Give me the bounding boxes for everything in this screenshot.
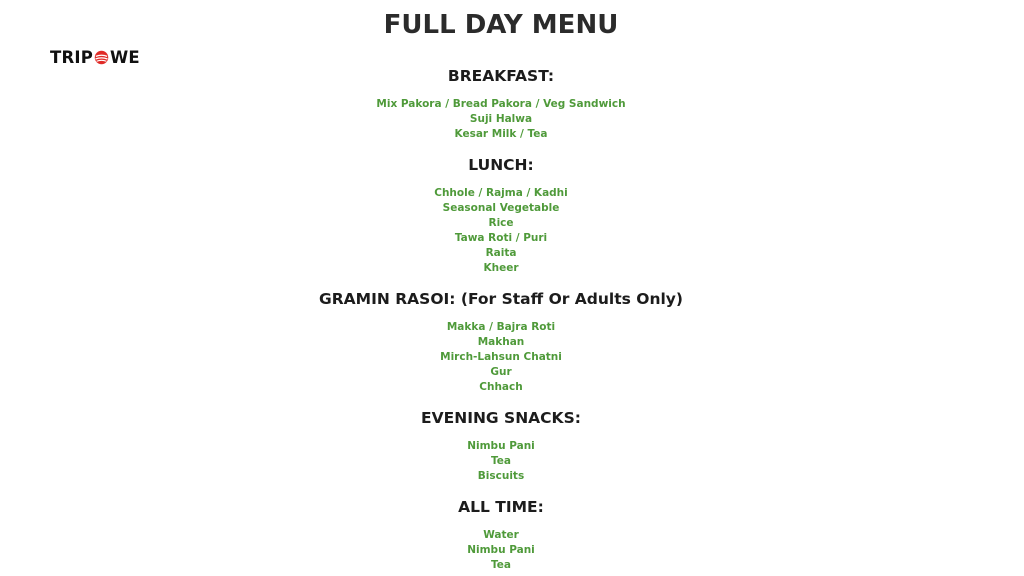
menu-item: Nimbu Pani — [467, 544, 535, 556]
menu-item: Gur — [490, 366, 512, 378]
menu-item: Water — [483, 529, 519, 541]
section-items-evening-snacks — [0, 439, 1002, 484]
menu-item: Tawa Roti / Puri — [454, 232, 548, 244]
page-title: FULL DAY MENU — [383, 10, 619, 40]
brand-mark-icon — [94, 50, 109, 65]
menu-item: Chhach — [479, 381, 523, 393]
section-heading-all-time: ALL TIME: — [458, 498, 544, 516]
brand-logo — [50, 47, 140, 67]
menu-item: Chhole / Rajma / Kadhi — [434, 187, 568, 199]
section-heading-gramin-rasoi: GRAMIN RASOI: (For Staff Or Adults Only) — [319, 290, 683, 308]
section-items-breakfast — [0, 97, 1002, 142]
menu-item: Tea — [491, 455, 511, 467]
menu-item: Rice — [488, 217, 514, 229]
section-heading-evening-snacks: EVENING SNACKS: — [421, 409, 581, 427]
menu-item: Raita — [485, 247, 517, 259]
menu-item: Makka / Bajra Roti — [446, 321, 556, 333]
brand-prefix: TRIP — [50, 47, 93, 67]
section-items-gramin-rasoi — [0, 320, 1002, 395]
menu-item: Kheer — [483, 262, 519, 274]
section-heading-breakfast: BREAKFAST: — [447, 67, 555, 85]
menu-item: Biscuits — [477, 470, 525, 482]
menu-item: Seasonal Vegetable — [442, 202, 560, 214]
brand-suffix: WE — [110, 47, 140, 67]
menu-item: Mirch-Lahsun Chatni — [440, 351, 562, 363]
section-items-all-time — [0, 528, 1002, 573]
menu-item: Kesar Milk / Tea — [454, 128, 548, 140]
section-items-lunch — [0, 186, 1002, 276]
menu-item: Suji Halwa — [469, 113, 533, 125]
menu-item: Makhan — [477, 336, 525, 348]
section-heading-lunch: LUNCH: — [468, 156, 534, 174]
menu-item: Tea — [491, 559, 511, 571]
menu-item: Mix Pakora / Bread Pakora / Veg Sandwich — [376, 98, 626, 110]
menu-item: Nimbu Pani — [467, 440, 535, 452]
